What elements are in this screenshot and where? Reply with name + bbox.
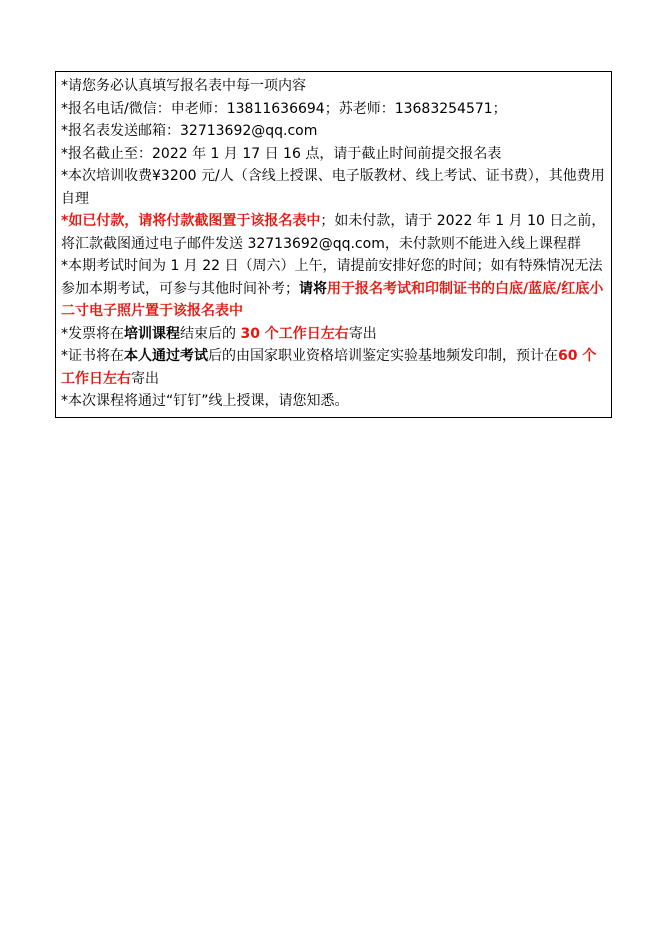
notice-item-exam bbox=[61, 255, 606, 323]
payment-highlight: *如已付款，请将付款截图置于该报名表中 bbox=[61, 213, 321, 229]
notice-item-dingtalk: *本次课程将通过“钉钉”线上授课，请您知悉。 bbox=[61, 393, 349, 409]
invoice-highlight: 30 个工作日左右 bbox=[240, 325, 349, 342]
notice-item-deadline: *报名截止至：2022 年 1 月 17 日 16 点，请于截止时间前提交报名表 bbox=[61, 145, 502, 162]
notice-item-fill-form: *请您务必认真填写报名表中每一项内容 bbox=[61, 78, 306, 94]
payment-rest: ；如未付款，请于 2022 年 1 月 10 日之前，将汇款截图通过电子邮件发送 32713692@qq.com，未付款则不能进入线上课程群 bbox=[61, 213, 606, 252]
notice-item-email: *报名表发送邮箱：32713692@qq.com bbox=[61, 123, 318, 139]
exam-bold: 请将 bbox=[299, 280, 327, 297]
exam-text: *本期考试时间为 1 月 22 日（周六）上午，请提前安排好您的时间；如有特殊情况无法参加本期考试，可参与其他时间补考； bbox=[61, 258, 603, 297]
notice-item-contact-phone: *报名电话/微信：申老师：13811636694；苏老师：13683254571； bbox=[61, 100, 507, 117]
certificate-text-3: 寄出 bbox=[131, 370, 159, 387]
invoice-text-2: 结束后的 bbox=[180, 325, 241, 342]
notice-item-invoice bbox=[61, 323, 606, 346]
notice-item-payment bbox=[61, 210, 606, 255]
invoice-bold: 培训课程 bbox=[124, 325, 180, 342]
certificate-text-2: 后的由国家职业资格培训鉴定实验基地频发印制，预计在 bbox=[208, 348, 558, 364]
certificate-highlight: 60 个工作日左右 bbox=[61, 348, 597, 387]
notice-box bbox=[55, 71, 612, 418]
exam-highlight: 用于报名考试和印制证书的白底/蓝底/红底小二寸电子照片置于该报名表中 bbox=[61, 280, 604, 319]
invoice-text-1: *发票将在 bbox=[61, 325, 124, 342]
certificate-bold: 本人通过考试 bbox=[124, 348, 208, 364]
certificate-text-1: *证书将在 bbox=[61, 348, 124, 364]
notice-item-certificate bbox=[61, 345, 606, 390]
notice-item-fee: *本次培训收费¥3200 元/人（含线上授课、电子版教材、线上考试、证书费），其他费用自理 bbox=[61, 168, 605, 207]
invoice-text-3: 寄出 bbox=[348, 325, 377, 342]
